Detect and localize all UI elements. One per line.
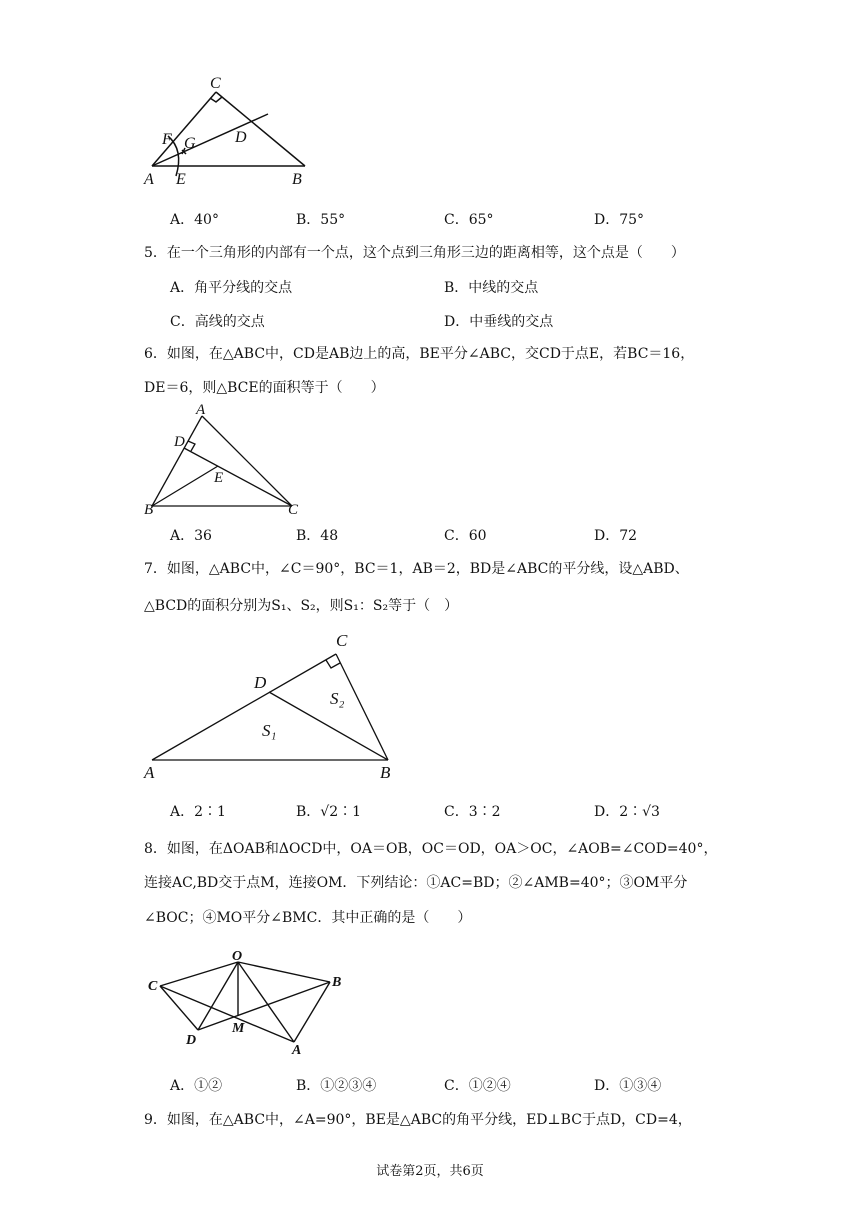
q4-label-G: G	[184, 135, 196, 152]
q5-option-b: B．中线的交点	[444, 280, 539, 296]
q6-label-E: E	[214, 470, 224, 486]
q6-stem-line1: 6．如图，在△ABC中，CD是AB边上的高，BE平分∠ABC，交CD于点E，若BC＝16，	[144, 346, 695, 362]
q4-option-a: A．40°	[170, 212, 219, 228]
q7-stem-line1: 7．如图，△ABC中，∠C＝90°，BC＝1，AB＝2，BD是∠ABC的平分线，设△ABD、	[144, 561, 689, 577]
q4-option-b: B．55°	[296, 212, 346, 228]
q8-label-M: M	[232, 1021, 245, 1036]
q4-label-F: F	[162, 131, 172, 148]
q8-stem-line2: 连接AC,BD交于点M，连接OM．下列结论：①AC=BD；②∠AMB=40°；③OM平分	[144, 875, 688, 891]
q8-stem-line3: ∠BOC；④MO平分∠BMC．其中正确的是（ ）	[144, 910, 472, 926]
q8-label-C: C	[148, 979, 158, 994]
q8-label-A: A	[292, 1043, 302, 1058]
q7-label-C: C	[336, 631, 348, 650]
q7-option-d: D．2∶√3	[594, 804, 660, 820]
q7-option-a: A．2∶1	[170, 804, 226, 820]
q6-figure	[140, 402, 310, 520]
q4-label-B: B	[292, 171, 302, 187]
q7-label-S2: S₂	[330, 689, 345, 708]
q5-stem: 5．在一个三角形的内部有一个点，这个点到三角形三边的距离相等，这个点是（ ）	[144, 245, 685, 261]
q9-stem-line1: 9．如图，在△ABC中，∠A=90°，BE是△ABC的角平分线，ED⊥BC于点D，CD=4，	[144, 1112, 692, 1128]
q5-option-c: C．高线的交点	[170, 314, 265, 330]
q8-option-a: A．①②	[170, 1078, 223, 1094]
q4-option-c: C．65°	[444, 212, 494, 228]
q8-label-O: O	[232, 949, 243, 964]
q6-option-c: C．60	[444, 528, 487, 544]
q6-option-b: B．48	[296, 528, 339, 544]
q7-label-S1: S₁	[262, 721, 277, 740]
page-footer: 试卷第2页，共6页	[376, 1164, 484, 1179]
q7-figure	[140, 628, 410, 783]
q8-option-c: C．①②④	[444, 1078, 511, 1094]
q4-label-E: E	[176, 171, 186, 187]
q8-figure	[140, 948, 360, 1058]
q6-label-C: C	[288, 502, 299, 518]
q6-option-a: A．36	[170, 528, 212, 544]
q7-label-D: D	[254, 673, 267, 692]
q6-option-d: D．72	[594, 528, 638, 544]
q8-option-d: D．①③④	[594, 1078, 662, 1094]
q4-option-d: D．75°	[594, 212, 645, 228]
q8-label-B: B	[332, 975, 342, 990]
q6-label-B: B	[144, 502, 154, 518]
q7-label-B: B	[380, 763, 391, 782]
q6-label-A: A	[196, 402, 206, 418]
q6-label-D: D	[174, 434, 185, 450]
q7-option-c: C．3∶2	[444, 804, 501, 820]
q7-label-A: A	[144, 763, 155, 782]
q4-figure	[140, 72, 320, 187]
q8-option-b: B．①②③④	[296, 1078, 377, 1094]
q5-option-d: D．中垂线的交点	[444, 314, 554, 330]
q8-stem-line1: 8．如图，在ΔOAB和ΔOCD中，OA＝OB，OC＝OD，OA＞OC，∠AOB=∠COD=40°，	[144, 841, 718, 857]
q8-label-D: D	[186, 1033, 197, 1048]
q7-option-b: B．√2∶1	[296, 804, 362, 820]
q7-stem-line2: △BCD的面积分别为S₁、S₂，则S₁：S₂等于（ ）	[144, 598, 459, 614]
q4-label-D: D	[235, 129, 247, 146]
q4-label-C: C	[210, 75, 221, 92]
q5-option-a: A．角平分线的交点	[170, 280, 293, 296]
q4-label-A: A	[144, 171, 154, 187]
q6-stem-line2: DE＝6，则△BCE的面积等于（ ）	[144, 380, 385, 396]
